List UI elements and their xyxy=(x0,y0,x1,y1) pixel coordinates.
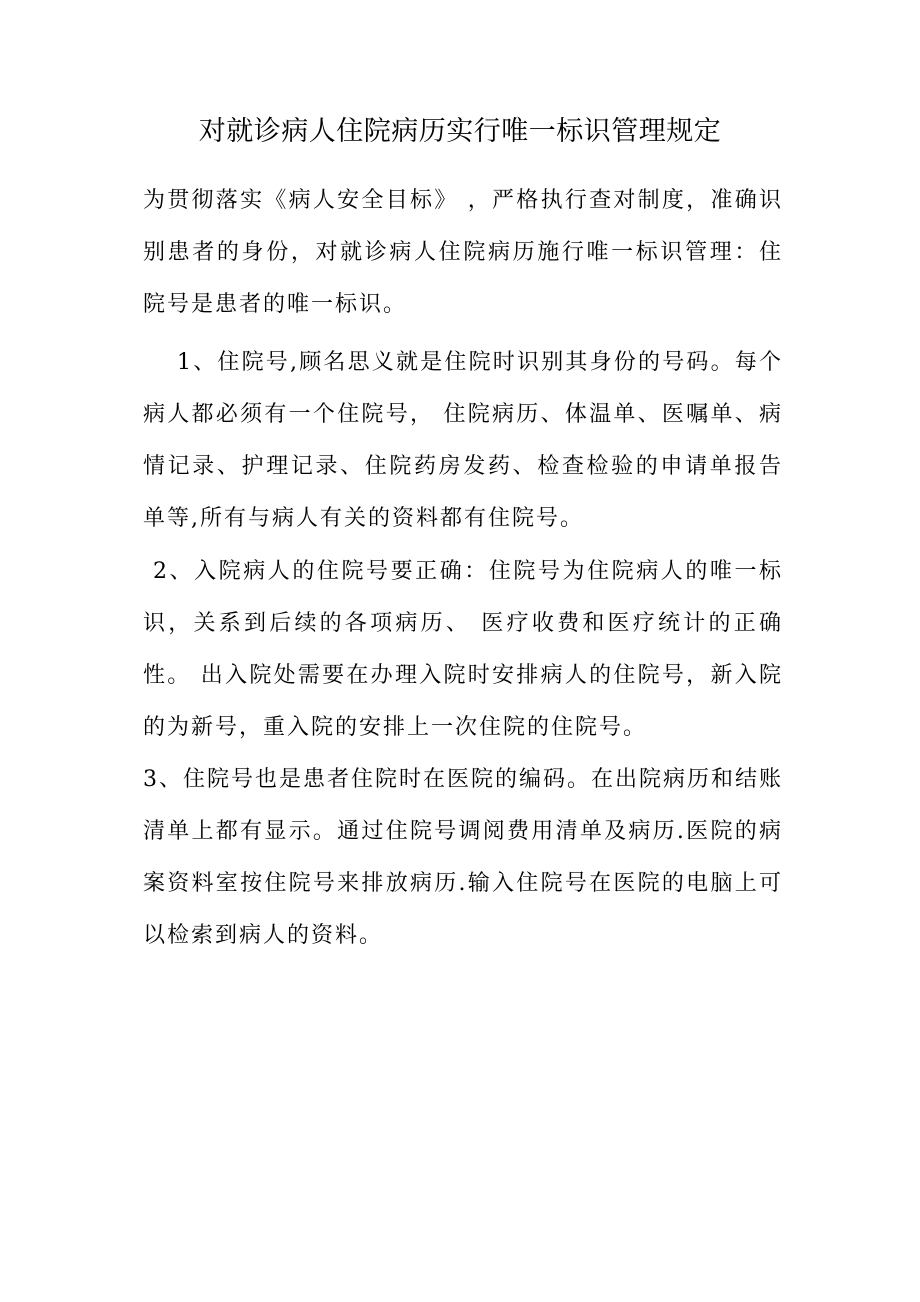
intro-paragraph: 为贯彻落实《病人安全目标》 ，严格执行查对制度，准确识别患者的身份，对就诊病人住院病历施行唯一标识管理：住院号是患者的唯一标识。 xyxy=(143,188,783,317)
clause-3-paragraph: 3、住院号也是患者住院时在医院的编码。在出院病历和结账清单上都有显示。通过住院号调阅费用清单及病历.医院的病案资料室按住院号来排放病历.输入住院号在医院的电脑上可以检索到病人的资料。 xyxy=(143,767,783,948)
document-title: 对就诊病人住院病历实行唯一标识管理规定 xyxy=(198,116,722,147)
clause-2-paragraph: 2、入院病人的住院号要正确：住院号为住院病人的唯一标识，关系到后续的各项病历、 医疗收费和医疗统计的正确性。 出入院处需要在办理入院时安排病人的住院号，新入院的为新号，重入院的安排上一次住院的住院号。 xyxy=(143,559,783,740)
clause-1-paragraph: 1、住院号,顾名思义就是住院时识别其身份的号码。每个病人都必须有一个住院号， 住院病历、体温单、医嘱单、病情记录、护理记录、住院药房发药、检查检验的申请单报告单等,所有与病人有关的资料都有住院号。 xyxy=(143,350,783,531)
